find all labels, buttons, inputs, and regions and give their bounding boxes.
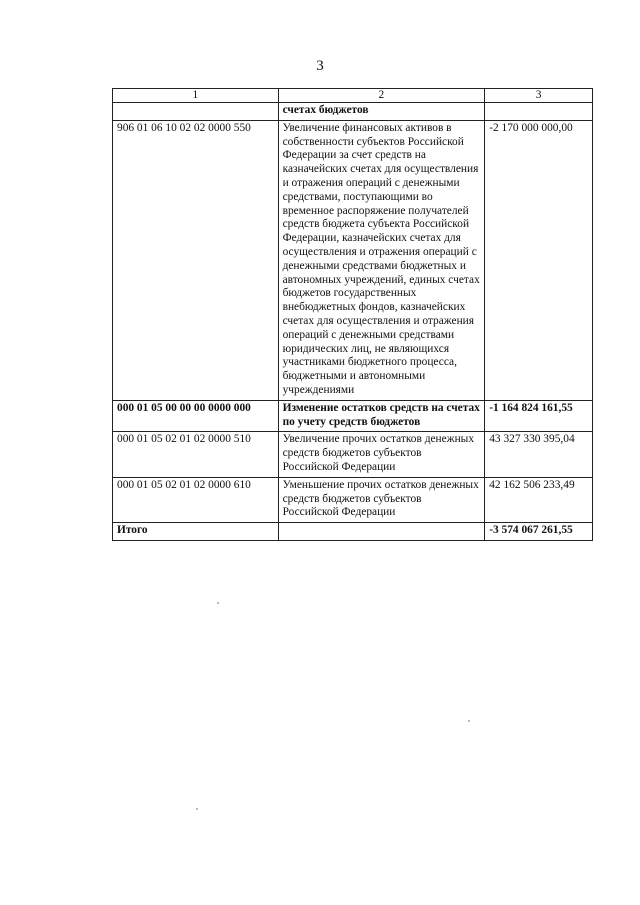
column-header-2: 2 [278, 89, 485, 103]
row-amount: -2 170 000 000,00 [485, 120, 593, 400]
row-amount [485, 103, 593, 121]
total-name [278, 523, 485, 541]
scan-speck [217, 602, 219, 604]
row-amount: 42 162 506 233,49 [485, 477, 593, 522]
row-amount: 43 327 330 395,04 [485, 432, 593, 477]
table-row [113, 477, 593, 522]
total-label: Итого [113, 523, 279, 541]
table-row [113, 432, 593, 477]
scan-speck [468, 720, 470, 722]
table-row [113, 400, 593, 432]
row-code: 000 01 05 02 01 02 0000 610 [113, 477, 279, 522]
row-name: Уменьшение прочих остатков денежных средств бюджетов субъектов Российской Федерации [278, 477, 485, 522]
table-row [113, 103, 593, 121]
row-name: Изменение остатков средств на счетах по учету средств бюджетов [278, 400, 485, 432]
row-name: счетах бюджетов [278, 103, 485, 121]
sources-table [112, 88, 593, 541]
page-number: 3 [316, 58, 324, 74]
row-code [113, 103, 279, 121]
total-row [113, 523, 593, 541]
row-amount: -1 164 824 161,55 [485, 400, 593, 432]
row-code: 906 01 06 10 02 02 0000 550 [113, 120, 279, 400]
row-code: 000 01 05 02 01 02 0000 510 [113, 432, 279, 477]
total-amount: -3 574 067 261,55 [485, 523, 593, 541]
row-name: Увеличение прочих остатков денежных средств бюджетов субъектов Российской Федерации [278, 432, 485, 477]
scan-speck [196, 808, 198, 810]
column-header-3: 3 [485, 89, 593, 103]
row-name: Увеличение финансовых активов в собственности субъектов Российской Федерации за счет средств на казначейских счетах для осуществления и отражения операций с денежными средствами, поступающими во временное распоряжение получателей средств бюджета субъекта Российской Федерации, казначейских счетах для осуществления и отражения операций с денежными средствами бюджетных и автономных учреждений, единых счетах бюджетов государственных внебюджетных фондов, казначейских счетах для осуществления и отражения операций с денежными средствами юридических лиц, не являющихся участниками бюджетного процесса, бюджетными и автономными учреждениями [278, 120, 485, 400]
table-header-row [113, 89, 593, 103]
row-code: 000 01 05 00 00 00 0000 000 [113, 400, 279, 432]
column-header-1: 1 [113, 89, 279, 103]
table-row [113, 120, 593, 400]
